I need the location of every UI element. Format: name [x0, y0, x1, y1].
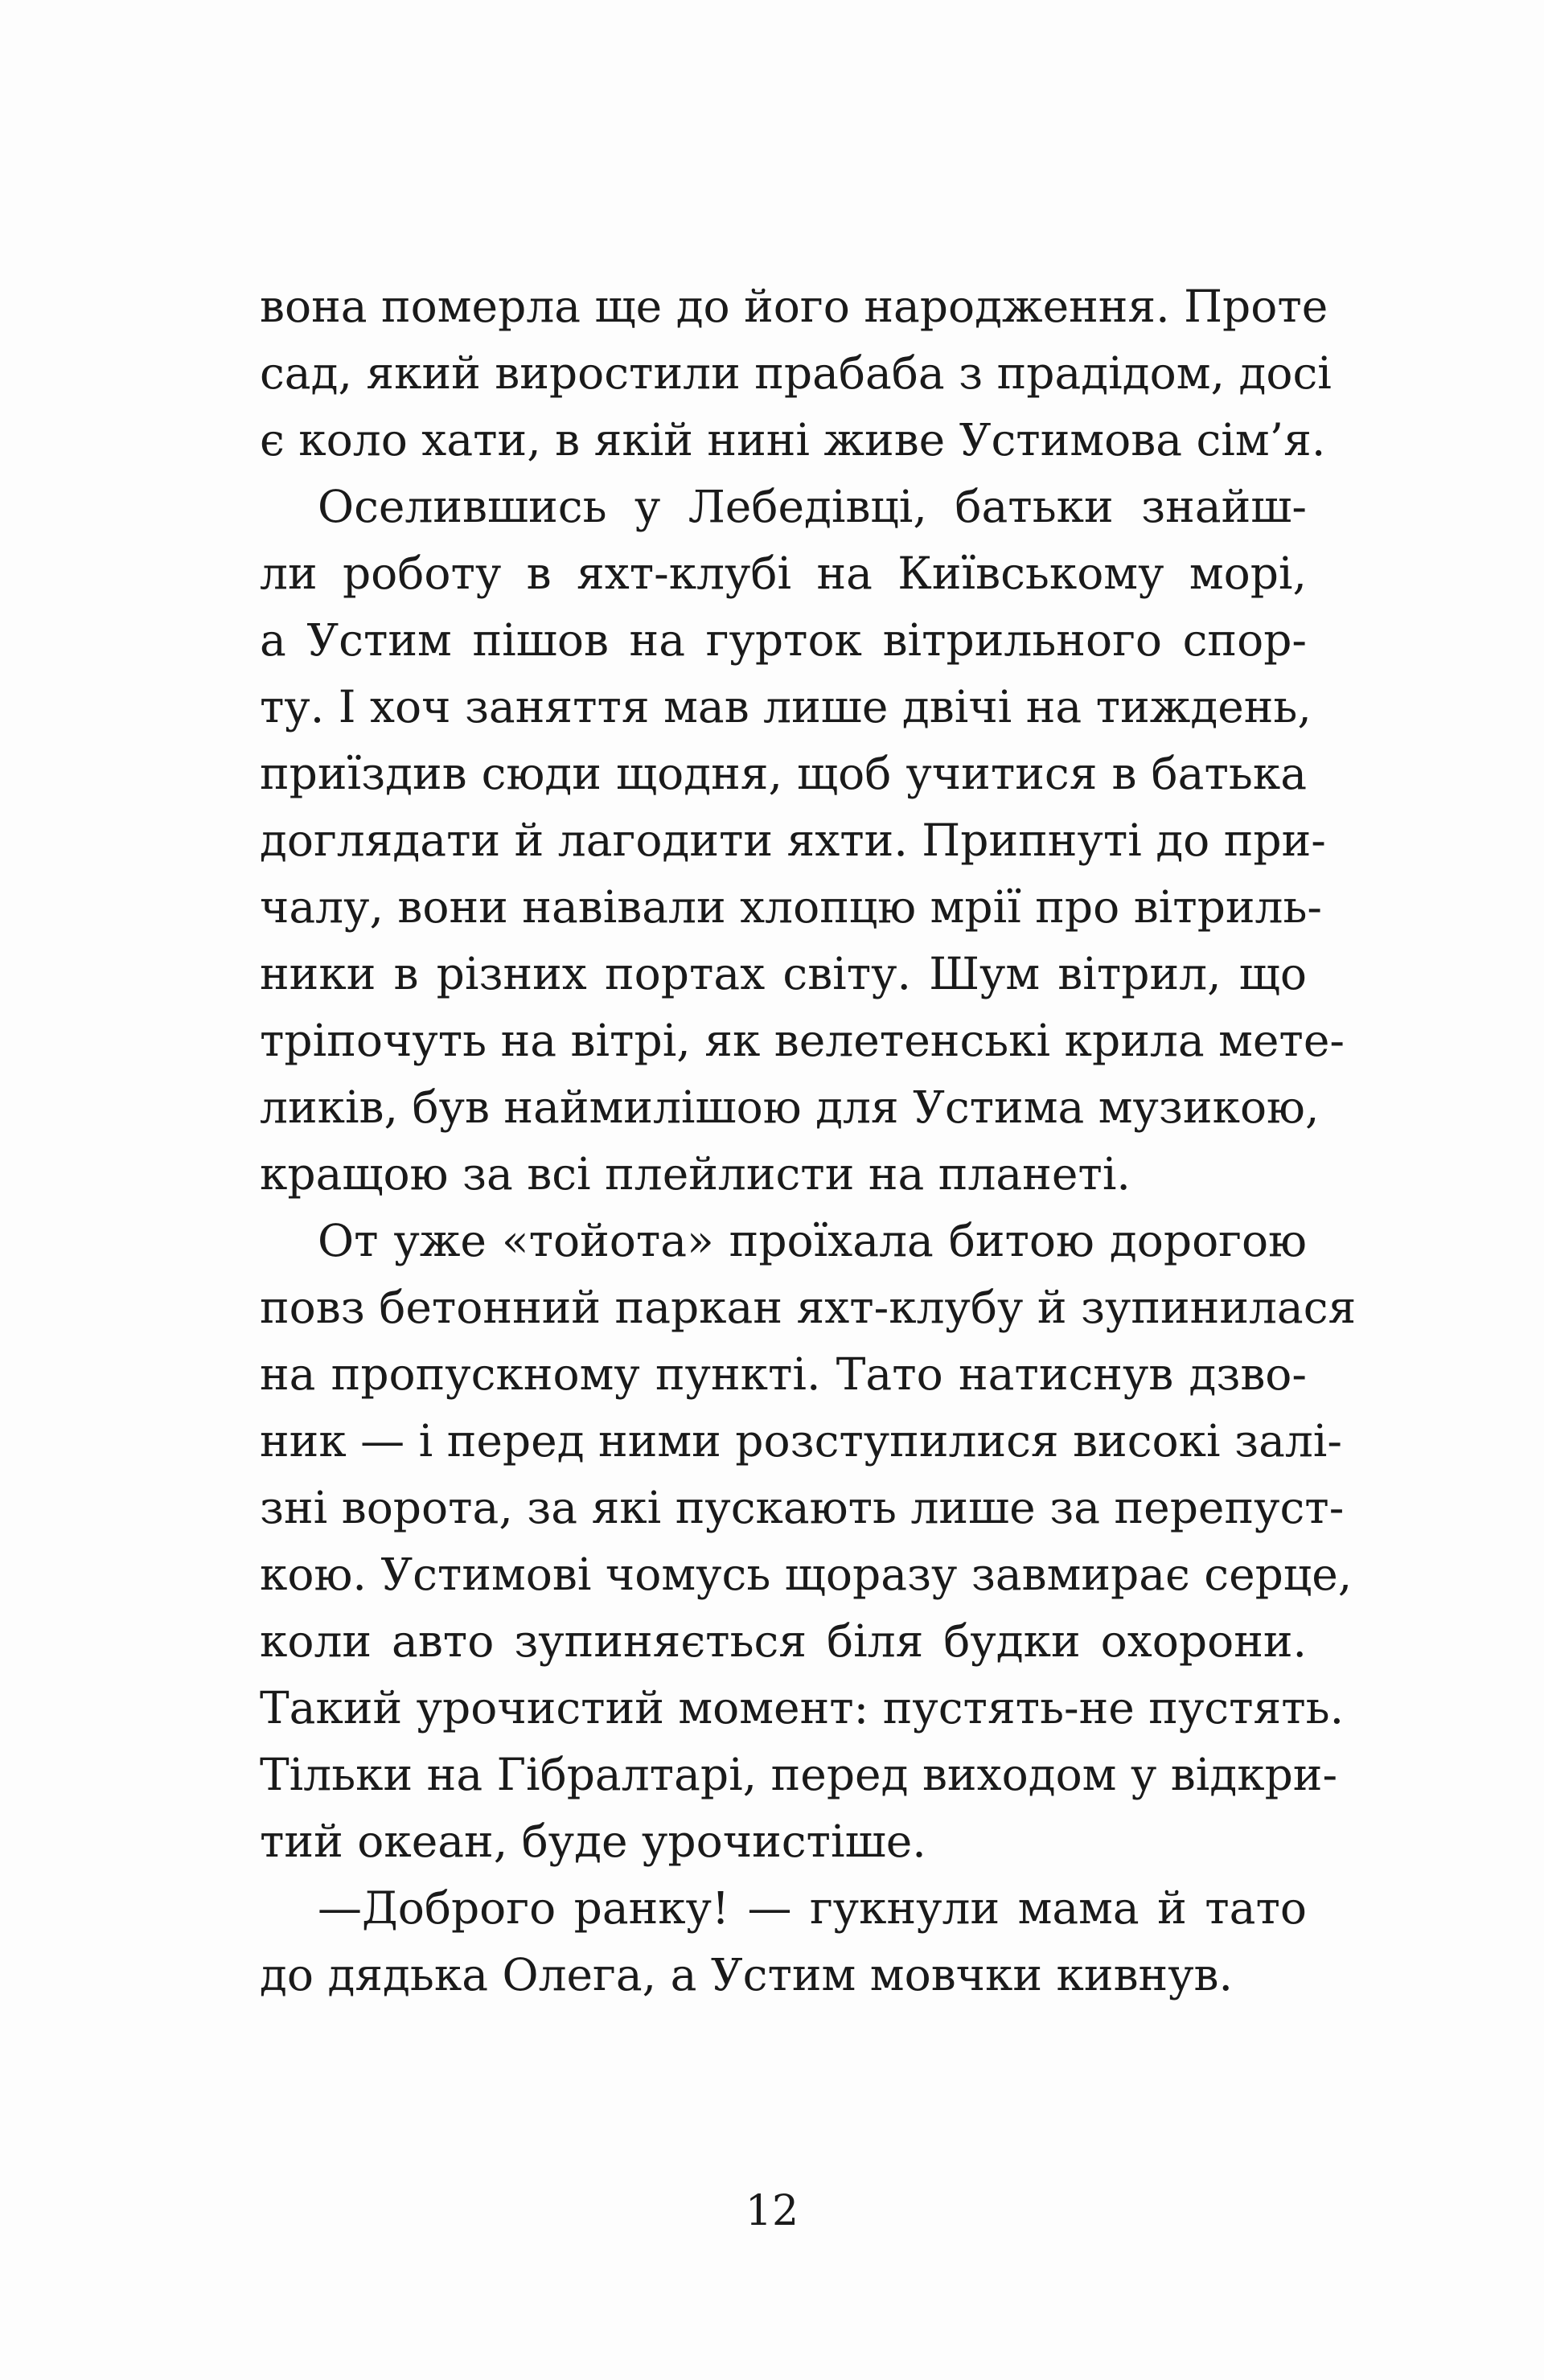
text-line: до дядька Олега, а Устим мовчки кивнув.: [260, 1949, 1233, 2000]
text-line: приїздив сюди щодня, щоб учитися в батька: [260, 748, 1307, 799]
text-line: доглядати й лагодити яхти. Припнуті до при-: [260, 815, 1326, 866]
body-text: [260, 273, 1357, 2009]
text-line: тий океан, буде урочистіше.: [260, 1816, 926, 1867]
text-line: ники в різних портах світу. Шум вітрил, що: [260, 948, 1307, 999]
text-line: тріпочуть на вітрі, як велетенські крила мете-: [260, 1015, 1345, 1066]
text-line: повз бетонний паркан яхт-клубу й зупинилася: [260, 1282, 1357, 1333]
text-line: Тільки на Гібралтарі, перед виходом у відкри-: [260, 1749, 1338, 1800]
text-line: ли роботу в яхт-клубі на Київському морі,: [260, 548, 1307, 599]
text-line: ликів, був наймилішою для Устима музикою,: [260, 1081, 1320, 1133]
text-line: ник — і перед ними розступилися високі залі-: [260, 1415, 1342, 1467]
paragraph-first-line: От уже «тойота» проїхала битою дорогою: [318, 1215, 1307, 1266]
text-line: кою. Устимові чомусь щоразу завмирає серце,: [260, 1549, 1353, 1600]
text-line: є коло хати, в якій нині живе Устимова сім’я.: [260, 414, 1326, 466]
text-line: коли авто зупиняється біля будки охорони.: [260, 1615, 1307, 1667]
text-line: вона померла ще до його народження. Проте: [260, 281, 1328, 332]
text-line: а Устим пішов на гурток вітрильного спор-: [260, 614, 1307, 666]
page-number: 12: [745, 2187, 799, 2235]
paragraph-first-line: —Доброго ранку! — гукнули мама й тато: [318, 1882, 1307, 1934]
text-line: зні ворота, за які пускають лише за перепуст-: [260, 1482, 1345, 1533]
text-line: Такий урочистий момент: пустять-не пустять.: [260, 1682, 1345, 1734]
text-line: сад, який виростили прабаба з прадідом, досі: [260, 347, 1332, 399]
text-line: на пропускному пункті. Тато натиснув дзво-: [260, 1348, 1307, 1400]
paragraph-first-line: Оселившись у Лебедівці, батьки знайш-: [318, 481, 1307, 532]
text-line: чалу, вони навівали хлопцю мрії про вітриль-: [260, 881, 1323, 933]
text-line: ту. І хоч заняття мав лише двічі на тиждень,: [260, 681, 1312, 732]
text-line: кращою за всі плейлисти на планеті.: [260, 1148, 1131, 1200]
